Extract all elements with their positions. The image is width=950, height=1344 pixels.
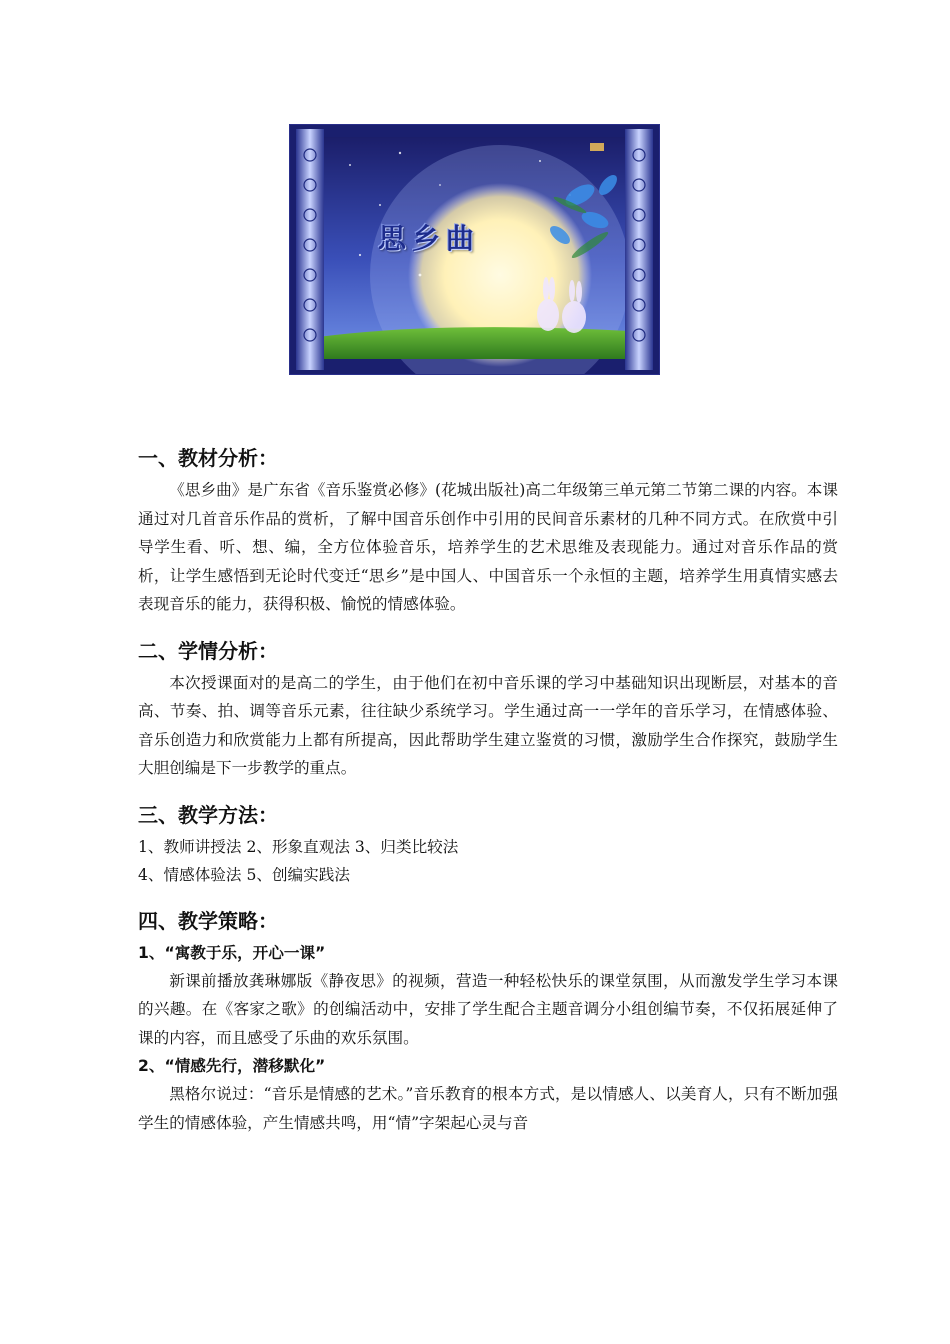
paragraph: 黑格尔说过：“音乐是情感的艺术。”音乐教育的根本方式，是以情感人、以美育人，只有不断加强学生的情感体验，产生情感共鸣，用“情”字架起心灵与音 [138, 1085, 838, 1132]
cover-image [289, 124, 660, 375]
method-line: 1、教师讲授法 2、形象直观法 3、归类比较法 [138, 837, 459, 856]
section-heading: 二、学情分析： [138, 638, 278, 663]
cover-title: 思乡曲 [378, 222, 481, 255]
section-heading: 一、教材分析： [138, 446, 278, 470]
paragraph: 本次授课面对的是高二的学生，由于他们在初中音乐课的学习中基础知识出现断层，对基本的音高、节奏、拍、调等音乐元素，往往缺少系统学习。学生通过高一一学年的音乐学习，在情感体验、音乐创造力和欣赏能力上都有所提高，因此帮助学生建立鉴赏的习惯，激励学生合作探究，鼓励学生大胆创编是下一步教学的重点。 [138, 673, 838, 777]
section-heading: 四、教学策略： [138, 908, 278, 933]
section-heading: 三、教学方法： [138, 802, 278, 827]
document-body [138, 440, 838, 1137]
strategy-title: 1、“寓教于乐，开心一课” [138, 943, 326, 962]
method-line: 4、情感体验法 5、创编实践法 [138, 865, 350, 884]
strategy-title: 2、“情感先行，潜移默化” [138, 1057, 326, 1075]
paragraph: 《思乡曲》是广东省《音乐鉴赏必修》(花城出版社)高二年级第三单元第二节第二课的内容。本课通过对几首音乐作品的赏析，了解中国音乐创作中引用的民间音乐素材的几种不同方式。在欣赏中引导学生看、听、想、编，全方位体验音乐，培养学生的艺术思维及表现能力。通过对音乐作品的赏析，让学生感悟到无论时代变迁“思乡”是中国人、中国音乐一个永恒的主题，培养学生用真情实感去表现音乐的能力，获得积极、愉悦的情感体验。 [138, 481, 838, 613]
paragraph: 新课前播放龚琳娜版《静夜思》的视频，营造一种轻松快乐的课堂氛围，从而激发学生学习本课的兴趣。在《客家之歌》的创编活动中，安排了学生配合主题音调分小组创编节奏，不仅拓展延伸了课的内容，而且感受了乐曲的欢乐氛围。 [138, 971, 838, 1047]
